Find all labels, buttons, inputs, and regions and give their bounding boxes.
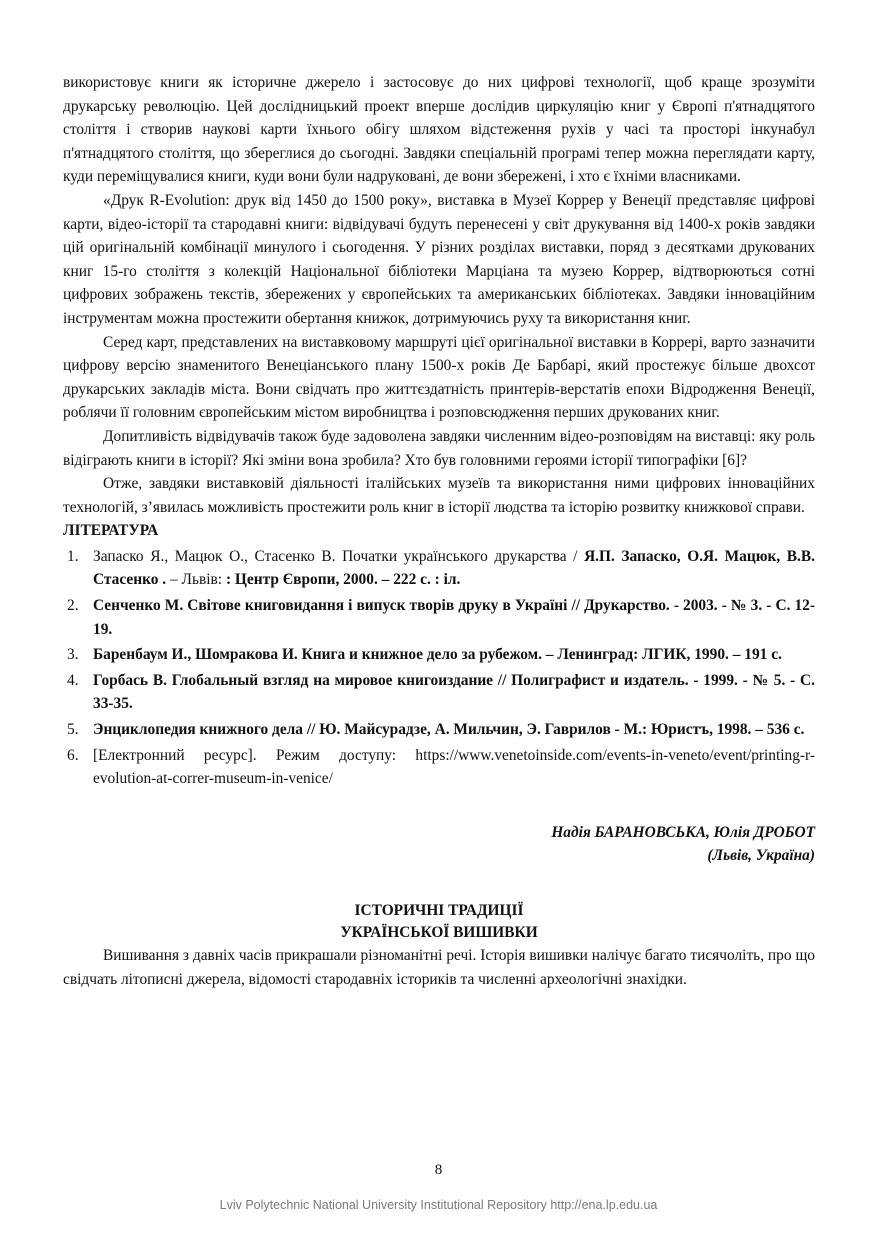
article-title-line-1: ІСТОРИЧНІ ТРАДИЦІЇ [354, 902, 524, 919]
reference-item: 6. [Електронний ресурс]. Режим доступу: https://www.venetoinside.com/events-in-veneto/event/printing-r-evolution-at-correr-museum-in-venice/ [67, 746, 815, 788]
paragraph-5: Отже, завдяки виставковій діяльності італійських музеїв та використання ними цифрових інноваційних технологій, з’явилась можливість простежити роль книг в історії людства та історію розвитку книжкової справи. [63, 475, 815, 516]
author-place: (Львів, Україна) [707, 847, 815, 865]
page-number: 8 [434, 1162, 443, 1178]
article-title [63, 900, 815, 944]
reference-item: 4. Горбась В. Глобальный взгляд на мировое книгоиздание // Полиграфист и издатель. - 1999. - № 5. - С. 33-35. [67, 671, 815, 713]
paragraph-2: «Друк R-Evolution: друк від 1450 до 1500 року», виставка в Музеї Коррер у Венеції представляє цифрові карти, відео-історії та стародавні книги: відвідувачі будуть перенесені у світ друкування від 1400-х років завдяки цій оригінальній комбінації минулого і сьогодення. У різних розділах виставки, поряд з десятками друкованих книг 15-го століття з колекцій Національної бібліотеки Марціана та музею Коррер, відтворюються сотні цифрових зображень текстів, збережених у європейських та американських бібліотеках. Завдяки інноваційним інструментам можна простежити обертання книжок, дотримуючись руху та використання книг. [63, 191, 815, 327]
repository-footer: Lviv Polytechnic National University Institutional Repository http://ena.lp.edu.ua [219, 1198, 658, 1212]
reference-list [63, 545, 815, 791]
reference-item: 2. Сенченко М. Світове книговидання і випуск творів друку в Україні // Друкарство. - 2003. - № 3. - С. 12-19. [67, 597, 815, 638]
reference-item: 5. Энциклопедия книжного дела // Ю. Майсурадзе, А. Мильчин, Э. Гаврилов - М.: Юристъ, 1998. – 536 с. [67, 721, 805, 739]
paragraph-4: Допитливість відвідувачів також буде задоволена завдяки численним відео-розповідям на виставці: яку роль відіграють книги в історії? Які зміни вона зробила? Хто був головними героями історії типографіки [6]? [63, 427, 815, 469]
document-body [63, 71, 815, 991]
literature-heading: ЛІТЕРАТУРА [63, 522, 159, 540]
reference-item: 3. Баренбаум И., Шомракова И. Книга и книжное дело за рубежом. – Ленинград: ЛГИК, 1990. – 191 с. [67, 646, 782, 664]
author-block [63, 821, 815, 868]
article-intro-paragraph: Вишивання з давніх часів прикрашали різноманітні речі. Історія вишивки налічує багато тисячоліть, про що свідчать літописні джерела, відомості стародавніх істориків та численні археологічні знахідки. [63, 947, 815, 988]
paragraph-1: використовує книги як історичне джерело і застосовує до них цифрові технології, щоб краще зрозуміти друкарську революцію. Цей дослідницький проект вперше дослідив циркуляцію книг у Європі п'ятнадцятого століття і створив наукові карти їхнього обігу шляхом відстеження рухів у часі та просторі інкунабул п'ятнадцятого століття, що збереглися до сьогодні. Завдяки спеціальній програмі тепер можна переглядати карту, куди переміщувалися книги, куди вони були надруковані, де вони збережені, і хто є їхніми власниками. [63, 74, 815, 186]
author-names: Надія БАРАНОВСЬКА, Юлія ДРОБОТ [551, 823, 815, 841]
article-title-line-2: УКРАЇНСЬКОЇ ВИШИВКИ [340, 924, 538, 941]
paragraph-3: Серед карт, представлених на виставковому маршруті цієї оригінальної виставки в Коррері, варто зазначити цифрову версію знаменитого Венеціанського плану 1500-х років Де Барбарі, який простежує більше двохсот друкарських закладів міста. Вони свідчать про життєздатність принтерів-верстатів епохи Відродження Венеції, роблячи її головним європейським містом виробництва і розповсюдження перших друкованих книг. [63, 333, 815, 422]
reference-item: 1. Запаско Я., Мацюк О., Стасенко В. Початки українського друкарства / Я.П. Запаско, О.Я. Мацюк, В.В. Стасенко . – Львів: : Центр Європи, 2000. – 222 с. : іл. [67, 547, 815, 589]
